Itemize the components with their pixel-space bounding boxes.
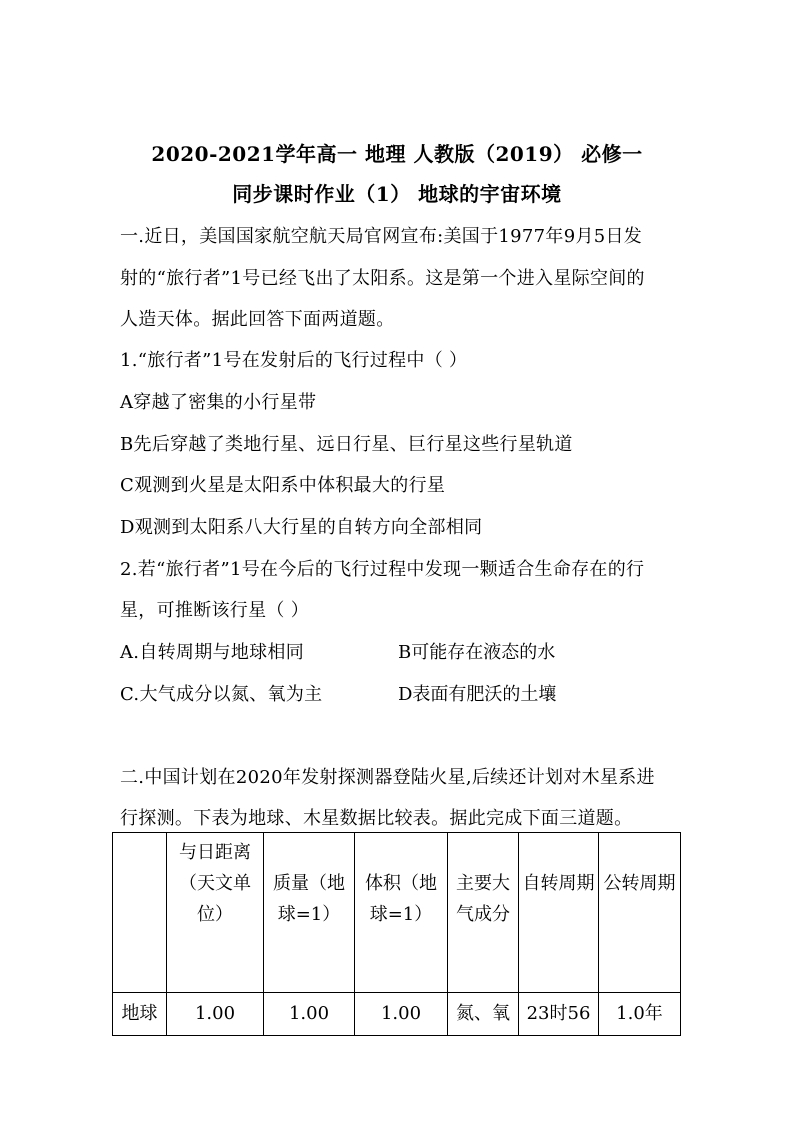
question-1-option-b: B先后穿越了类地行星、远日行星、巨行星这些行星轨道 <box>120 434 573 455</box>
header-mass: 质量（地球=1） <box>273 873 345 925</box>
section2-intro-line-1: 二.中国计划在2020年发射探测器登陆火星,后续还计划对木星系进 <box>120 767 655 788</box>
table-header-cell <box>113 833 167 993</box>
table-header-cell <box>519 833 599 993</box>
header-rotation: 自转周期 <box>522 873 595 894</box>
table-cell: 1.00 <box>264 993 355 1036</box>
question-2-stem-line-1: 2.若“旅行者”1号在今后的飞行过程中发现一颗适合生命存在的行 <box>120 559 645 580</box>
question-2-stem-line-2: 星，可推断该行星（ ） <box>120 600 310 621</box>
header-revolution: 公转周期 <box>603 873 676 894</box>
header-volume: 体积（地球=1） <box>365 873 437 925</box>
header-distance: 与日距离（天文单位） <box>179 842 251 925</box>
table-cell: 1.00 <box>167 993 264 1036</box>
section1-intro-line-1: 一.近日，美国国家航空航天局官网宣布:美国于1977年9月5日发 <box>120 226 643 247</box>
table-header-cell <box>167 833 264 993</box>
table-header-cell <box>355 833 448 993</box>
table-header-cell <box>264 833 355 993</box>
table-cell: 1.0年 <box>599 993 681 1036</box>
section1-intro-line-3: 人造天体。据此回答下面两道题。 <box>120 309 395 330</box>
section1-intro-line-2: 射的“旅行者”1号已经飞出了太阳系。这是第一个进入星际空间的 <box>120 268 645 289</box>
table-header-cell <box>448 833 519 993</box>
section2-intro-line-2: 行探测。下表为地球、木星数据比较表。据此完成下面三道题。 <box>120 808 633 829</box>
document-title: 2020-2021学年高一 地理 人教版（2019） 必修一 <box>151 142 643 166</box>
document-subtitle: 同步课时作业（1） 地球的宇宙环境 <box>232 182 562 206</box>
question-1-option-a: A穿越了密集的小行星带 <box>120 392 317 413</box>
table-cell: 23时56 <box>519 993 599 1036</box>
question-2-option-d: D表面有肥沃的土壤 <box>398 684 557 705</box>
table-header-cell <box>599 833 681 993</box>
question-2-option-b: B可能存在液态的水 <box>398 642 556 663</box>
table-cell: 地球 <box>113 993 167 1036</box>
question-2-option-a: A.自转周期与地球相同 <box>120 642 305 663</box>
question-1-stem: 1.“旅行者”1号在发射后的飞行过程中（ ） <box>120 350 468 371</box>
question-1-option-d: D观测到太阳系八大行星的自转方向全部相同 <box>120 517 483 538</box>
table-cell: 氮、氧 <box>448 993 519 1036</box>
table-header-row <box>113 833 681 993</box>
question-2-option-c: C.大气成分以氮、氧为主 <box>120 684 323 705</box>
earth-jupiter-comparison-table <box>112 832 681 1036</box>
table-row <box>113 993 681 1036</box>
question-1-option-c: C观测到火星是太阳系中体积最大的行星 <box>120 475 446 496</box>
header-atmosphere: 主要大气成分 <box>456 873 510 925</box>
table-cell: 1.00 <box>355 993 448 1036</box>
